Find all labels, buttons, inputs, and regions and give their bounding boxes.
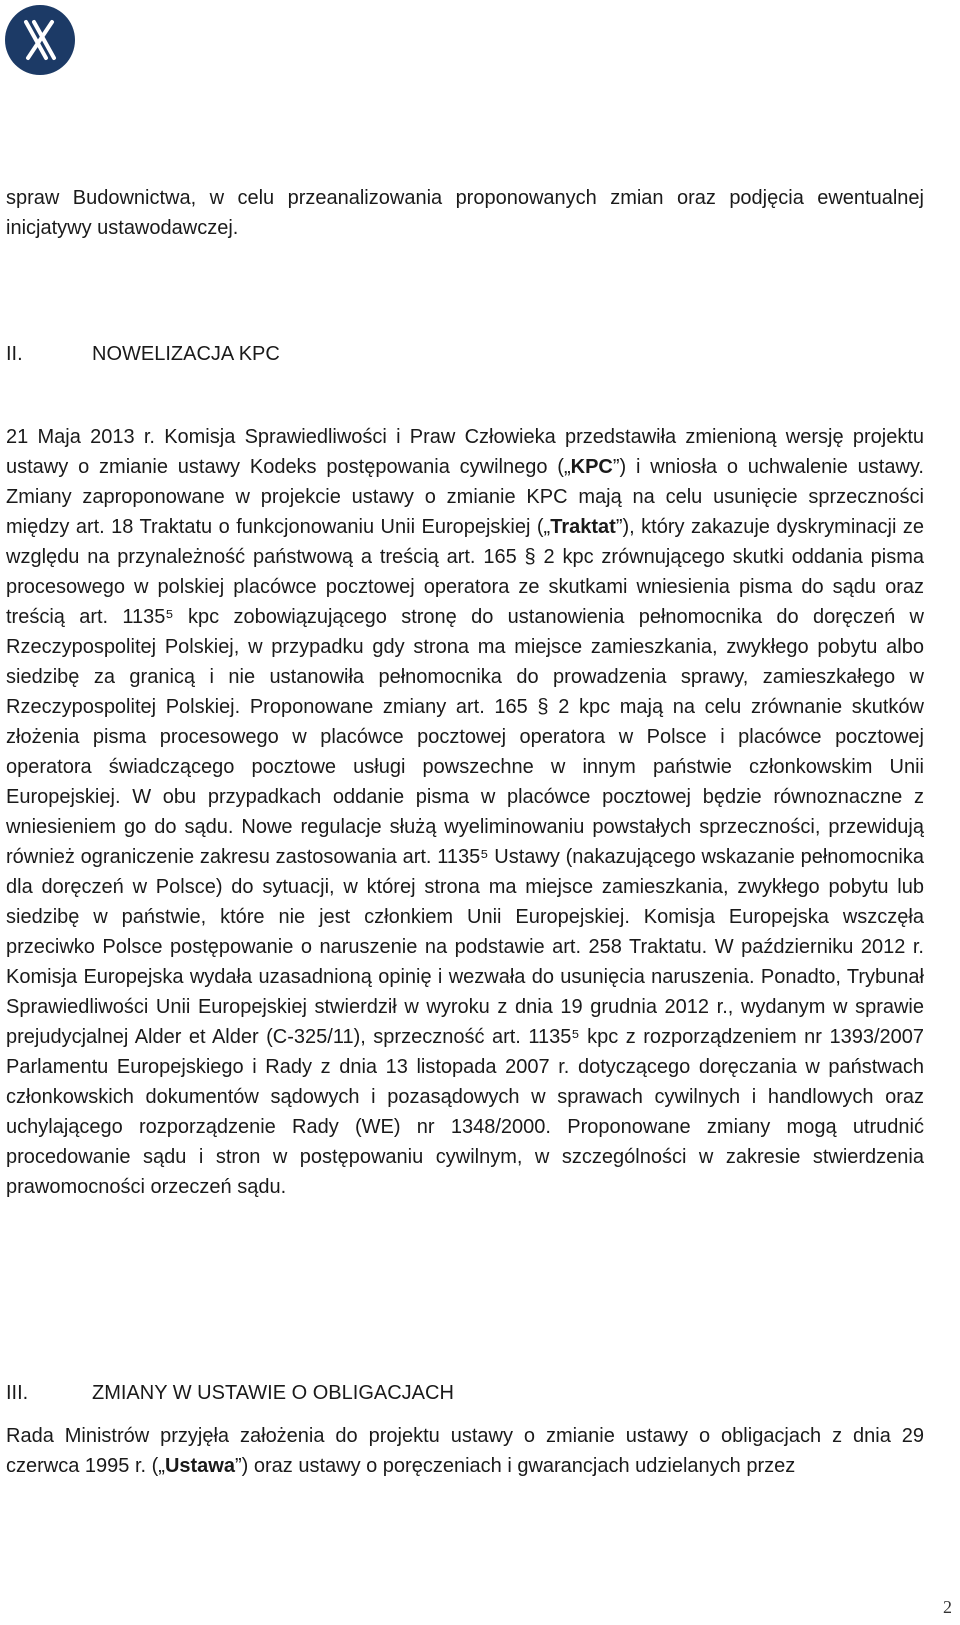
page-number: 2 [943, 1597, 952, 1617]
section-3-title: ZMIANY W USTAWIE O OBLIGACJACH [92, 1382, 454, 1404]
section-3-text-1: Rada Ministrów przyjęła założenia do projektu ustawy o zmianie ustawy o obligacjach z dnia 29 czerwca 1995 r. („ [6, 1425, 924, 1477]
traktat-term: Traktat [550, 516, 616, 538]
intro-paragraph: spraw Budownictwa, w celu przeanalizowania proponowanych zmian oraz podjęcia ewentualnej inicjatywy ustawodawczej. [6, 187, 924, 239]
section-3-paragraph [6, 1421, 924, 1481]
section-3-heading [6, 1378, 454, 1408]
kpc-term: KPC [570, 456, 613, 478]
section-3-text-2: ”) oraz ustawy o poręczeniach i gwarancjach udzielanych przez [234, 1455, 796, 1477]
section-2-text-1: 21 Maja 2013 r. Komisja Sprawiedliwości i Praw Człowieka przedstawiła zmienioną wersję projektu ustawy o zmianie ustawy Kodeks postępowania cywilnego („ [6, 426, 924, 478]
section-3-number: III. [6, 1382, 29, 1404]
firm-logo [4, 4, 76, 76]
section-2-title: NOWELIZACJA KPC [92, 343, 280, 365]
law-firm-monogram-logo-icon [4, 4, 76, 76]
section-2-text-3: ”), który zakazuje dyskryminacji ze względu na przynależność państwową a treścią art. 165 § 2 kpc zrównującego skutki oddania pisma procesowego w polskiej placówce pocztowej operatora ze skutkami wniesienia pisma do sądu oraz treścią art. 1135⁵ kpc zobowiązującego stronę do ustanowienia pełnomocnika do doręczeń w Rzeczypospolitej Polskiej, w przypadku gdy strona ma miejsce zamieszkania, zwykłego pobytu albo siedzibę za granicą i nie ustanowiła pełnomocnika do prowadzenia sprawy, zamieszkałego w Rzeczypospolitej Polskiej. Proponowane zmiany art. 165 § 2 kpc mają na celu zrównanie skutków złożenia pisma procesowego w placówce pocztowej operatora w Polsce i placówce pocztowej operatora świadczącego pocztowe usługi powszechne w innym państwie członkowskim Unii Europejskiej. W obu przypadkach oddanie pisma w placówce pocztowej będzie równoznaczne z wniesieniem go do sądu. Nowe regulacje służą wyeliminowaniu powstałych sprzeczności, przewidują również ograniczenie zakresu zastosowania art. 1135⁵ Ustawy (nakazującego wskazanie pełnomocnika dla doręczeń w Polsce) do sytuacji, w której strona ma miejsce zamieszkania, zwykłego pobytu lub siedzibę w państwie, które nie jest członkiem Unii Europejskiej. Komisja Europejska wszczęła przeciwko Polsce postępowanie o naruszenie na podstawie art. 258 Traktatu. W październiku 2012 r. Komisja Europejska wydała uzasadnioną opinię i wezwała do usunięcia naruszenia. Ponadto, Trybunał Sprawiedliwości Unii Europejskiej stwierdził w wyroku z dnia 19 grudnia 2012 r., wydanym w sprawie prejudycjalnej Alder et Alder (C-325/11), sprzeczność art. 1135⁵ kpc z rozporządzeniem nr 1393/2007 Parlamentu Europejskiego i Rady z dnia 13 listopada 2007 r. dotyczącego doręczania w państwach członkowskich dokumentów sądowych i pozasądowych w sprawach cywilnych i handlowych oraz uchylającego rozporządzenie Rady (WE) nr 1348/2000. Proponowane zmiany mogą utrudnić procedowanie sądu i stron w postępowaniu cywilnym, w szczególności w zakresie stwierdzenia prawomocności orzeczeń sądu. [6, 516, 924, 1198]
ustawa-term: Ustawa [164, 1455, 235, 1477]
section-2-heading [6, 339, 280, 369]
section-2-number: II. [6, 343, 23, 365]
section-2-text-2: ”) i wniosła o uchwalenie ustawy. Zmiany zaproponowane w projekcie ustawy o zmianie KPC mają na celu usunięcie sprzeczności między art. 18 Traktatu o funkcjonowaniu Unii Europejskiej („ [6, 456, 924, 538]
section-2-paragraph [6, 422, 924, 1202]
